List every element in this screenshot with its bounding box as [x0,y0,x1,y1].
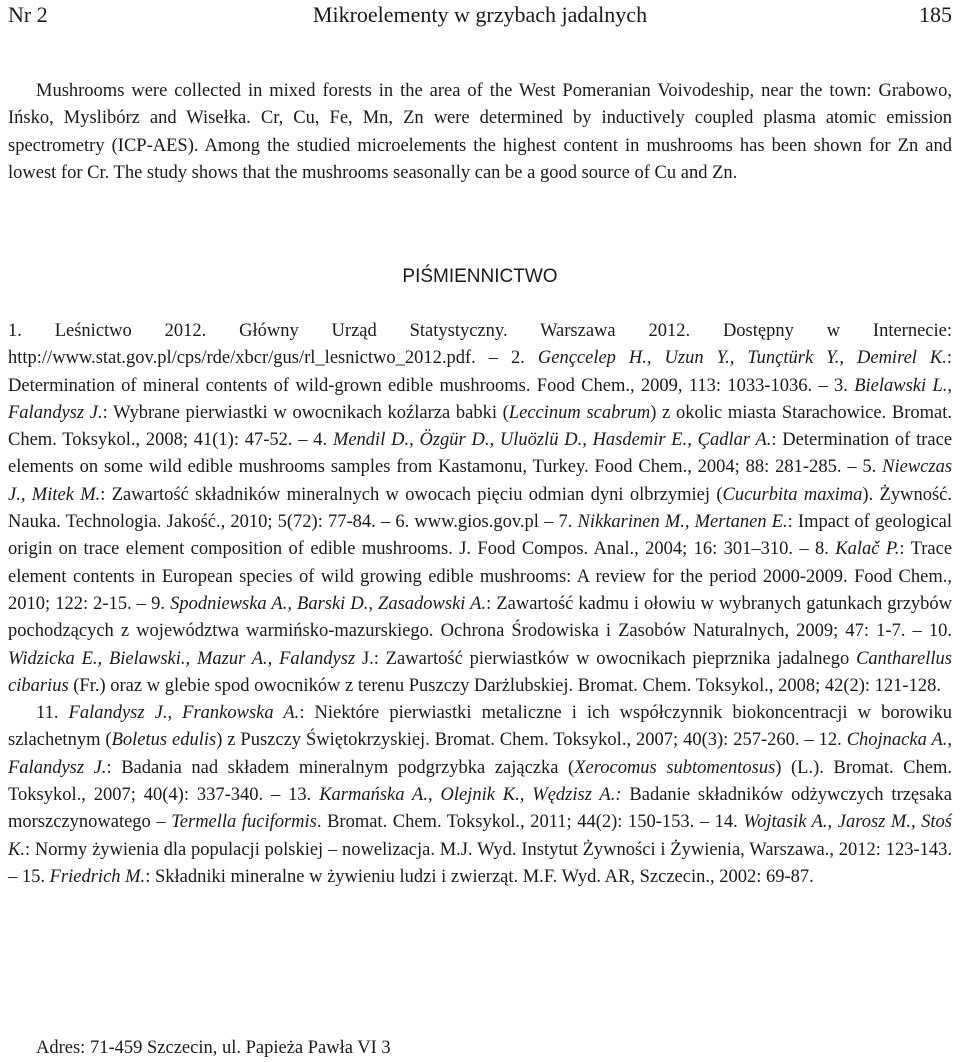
reference-9-authors: Spodniewska A., Barski D., Zasadowski A. [170,593,487,614]
page-number: 185 [919,2,952,27]
reference-15-authors: Friedrich M. [49,866,146,887]
reference-7-authors: Nikkarinen M., Mertanen E. [577,512,788,533]
reference-12-authors: Chojnacka A., Falandysz J. [8,730,953,778]
species-name: Leccinum scabrum [508,402,651,423]
running-title: Mikroelementy w grzybach jadalnych [312,2,648,27]
references-heading: PIŚMIENNICTWO [402,266,558,287]
journal-issue: Nr 2 [8,2,48,27]
species-name: Xerocomus subtomentosus [574,757,776,778]
reference-4-authors: Mendil D., Özgür D., Uluözlü D., Hasdemir E., Çadlar A. [332,430,772,451]
running-header [8,2,952,32]
species-name: Termella fuciformis [171,812,317,833]
references-block-1: 1. Leśnictwo 2012. Główny Urząd Statystyczny. Warszawa 2012. Dostępny w Internecie: http://www.stat.gov.pl/cps/rde/xbcr/gus/rl_lesnictwo_2012.pdf. – 2. Gençcelep H., Uzun Y., Tunçtürk Y., Demirel K.: Determination of mineral contents of wild-grown edible mushrooms. Food Chem., 2009, 113: 1033-1036. – 3. Bielawski L., Falandysz J.: Wybrane pierwiastki w owocnikach koźlarza babki (Leccinum scabrum) z okolic miasta Starachowice. Bromat. Chem. Toksykol., 2008; 41(1): 47-52. – 4. Mendil D., Özgür D., Uluözlü D., Hasdemir E., Çadlar A.: Determination of trace elements on some wild edible mushrooms samples from Kastamonu, Turkey. Food Chem., 2004; 88: 281-285. – 5. Niewczas J., Mitek M.: Zawartość składników mineralnych w owocach pięciu odmian dyni olbrzymiej (Cucurbita maxima). Żywność. Nauka. Technologia. Jakość., 2010; 5(72): 77-84. – 6. www.gios.gov.pl – 7. Nikkarinen M., Mertanen E.: Impact of geological origin on trace element composition of edible mushrooms. J. Food Compos. Anal., 2004; 16: 301–310. – 8. Kalač P.: Trace element contents in European species of wild growing edible mushrooms: A review for the period 2000-2009. Food Chem., 2010; 122: 2-15. – 9. Spodniewska A., Barski D., Zasadowski A.: Zawartość kadmu i ołowiu w wybranych gatunkach grzybów pochodzących z województwa warmińsko-mazurskiego. Ochrona Środowiska i Zasobów Naturalnych, 2009; 47: 1-7. – 10. Widzicka E., Bielawski., Mazur A., Falandysz J.: Zawartość pierwiastków w owocnikach pieprznika jadalnego Cantharellus cibarius (Fr.) oraz w glebie spod owocników z terenu Puszczy Darżlubskiej. Bromat. Chem. Toksykol., 2008; 42(2): 121-128. [8,321,953,696]
reference-5-authors: Niewczas J., Mitek M. [8,457,953,505]
references-block-2: 11. Falandysz J., Frankowska A.: Niektóre pierwiastki metaliczne i ich współczynnik biokoncentracji w borowiku szlachetnym (Boletus edulis) z Puszczy Świętokrzyskiej. Bromat. Chem. Toksykol., 2007; 40(3): 257-260. – 12. Chojnacka A., Falandysz J.: Badania nad składem mineralnym podgrzybka zajączka (Xerocomus subtomentosus) (L.). Bromat. Chem. Toksykol., 2007; 40(4): 337-340. – 13. Karmańska A., Olejnik K., Wędzisz A.: Badanie składników odżywczych trzęsaka morszczynowatego – Termella fuciformis. Bromat. Chem. Toksykol., 2011; 44(2): 150-153. – 14. Wojtasik A., Jarosz M., Stoś K.: Normy żywienia dla populacji polskiej – nowelizacja. M.J. Wyd. Instytut Żywności i Żywienia, Warszawa., 2012: 123-143. – 15. Friedrich M.: Składniki mineralne w żywieniu ludzi i zwierząt. M.F. Wyd. AR, Szczecin., 2002: 69-87. [8,703,953,887]
reference-10-authors: Widzicka E., Bielawski., Mazur A., Falandysz [8,648,356,669]
reference-2-authors: Gençcelep H., Uzun Y., Tunçtürk Y., Demirel K. [537,348,947,369]
reference-8-authors: Kalač P. [835,539,900,560]
reference-1: 1. Leśnictwo 2012. Główny Urząd Statystyczny. Warszawa 2012. Dostępny w Internecie: http://www.stat.gov.pl/cps/rde/xbcr/gus/rl_lesnictwo_2012.pdf. [8,321,952,369]
species-name: Boletus edulis [111,730,217,751]
reference-14-authors: Wojtasik A., Jarosz M., Stoś K. [8,812,952,860]
reference-11-authors: Falandysz J., Frankowska A. [68,703,300,724]
reference-list [8,318,952,891]
species-name: Cucurbita maxima [722,484,863,505]
reference-6: – 6. www.gios.gov.pl [380,512,539,533]
abstract-paragraph [8,78,952,187]
reference-3-authors: Bielawski L., Falandysz J. [8,375,952,423]
abstract-text: Mushrooms were collected in mixed forests in the area of the West Pomeranian Voivodeship, near the town: Grabowo, Ińsko, Myslibórz and Wisełka. Cr, Cu, Fe, Mn, Zn were determined by inductively coupled plasma atomic emission spectrometry (ICP-AES). Among the studied microelements the highest content in mushrooms has been shown for Zn and lowest for Cr. The study shows that the mushrooms seasonally can be a good source of Cu and Zn. [8,81,952,183]
reference-2-text: : Determination of mineral contents of wild-grown edible mushrooms. Food Chem., 2009, 113: 1033-1036. [8,348,953,396]
author-address: Adres: 71-459 Szczecin, ul. Papieża Pawła VI 3 [36,1038,391,1058]
species-name: Cantharellus cibarius [8,648,952,696]
reference-13-authors: Karmańska A., Olejnik K., Wędzisz A.: [319,785,622,806]
